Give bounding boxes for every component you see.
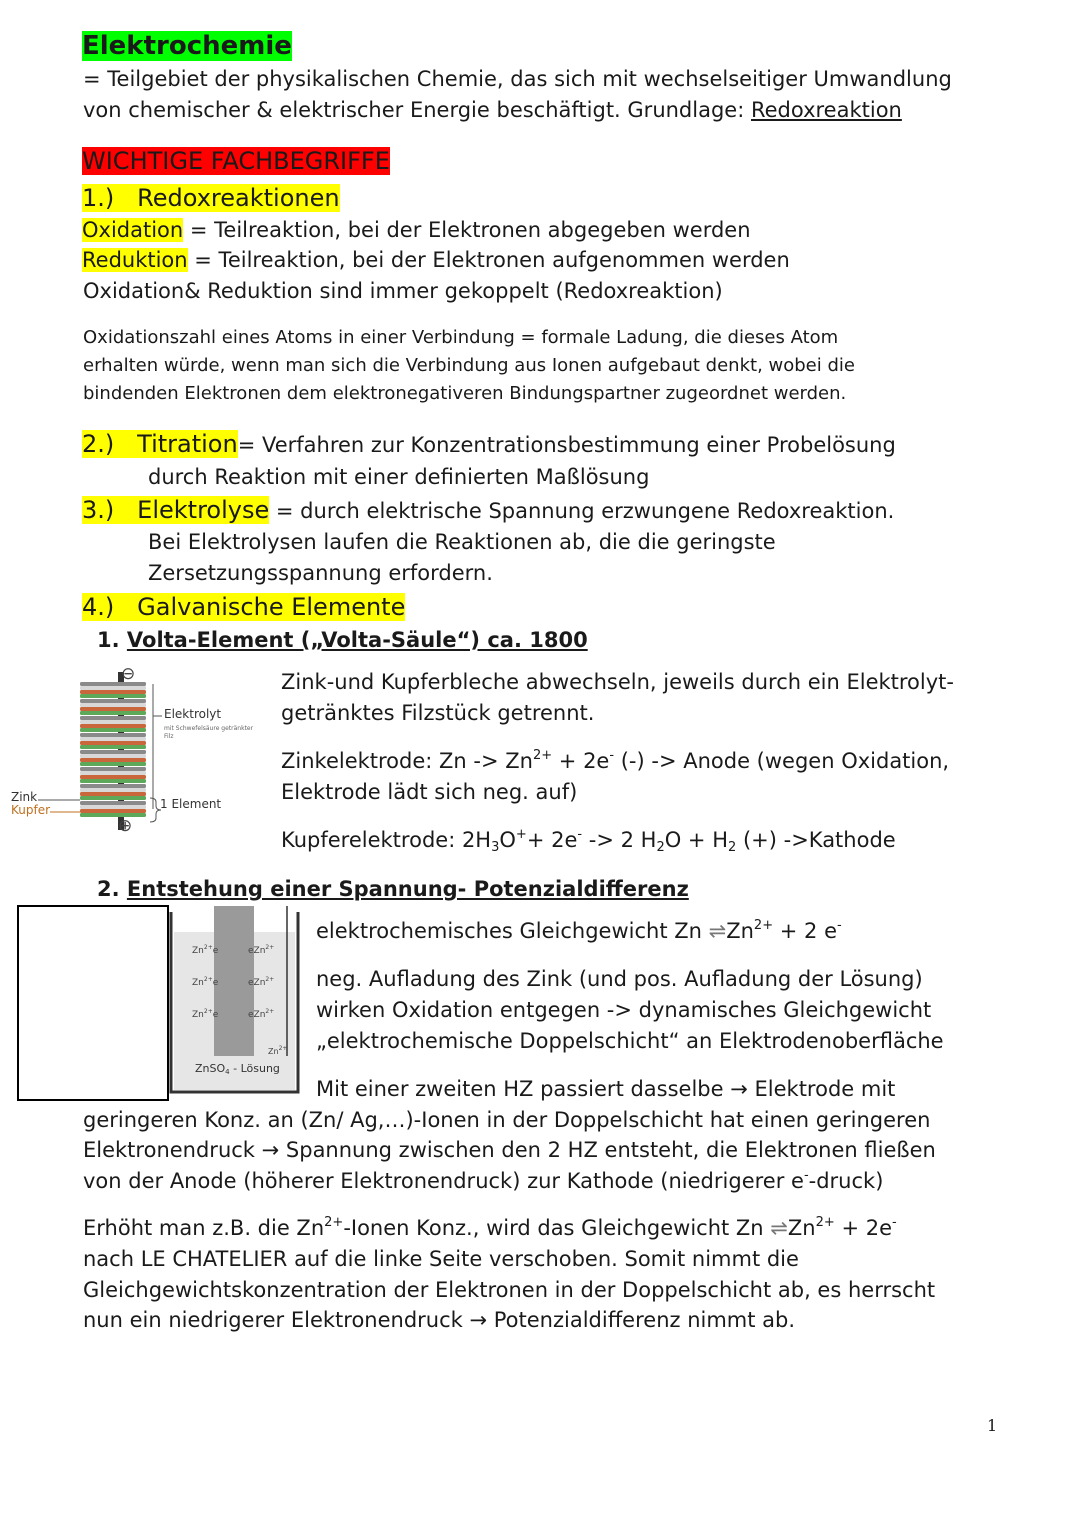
zn-sup: 2+ (265, 1008, 275, 1015)
ion-right-2 (248, 978, 274, 988)
volta-desc-line-1: Zink-und Kupferbleche abwechseln, jeweils durch ein Elektrolyt- (281, 670, 954, 694)
oxidationszahl-line-1: Oxidationszahl eines Atoms in einer Verbindung = formale Ladung, die dieses Atom (83, 327, 839, 348)
one-element-label: 1 Element (160, 797, 222, 811)
item-4-title: Galvanische Elemente (137, 593, 406, 621)
gg-superscript: 2+ (753, 918, 774, 933)
kupfer-superscript-1: + (515, 827, 527, 842)
volta-plate (80, 686, 146, 690)
volta-plate (80, 703, 146, 707)
gleichgewicht-line (316, 916, 842, 947)
volta-plate (80, 741, 146, 745)
ch-text-a: Erhöht man z.B. die Zn (83, 1216, 325, 1240)
zn-sup: 2+ (203, 976, 213, 983)
spannung-heading-number: 2. (97, 877, 127, 901)
item-3-heading (82, 493, 894, 527)
zn-text: Zn (253, 978, 266, 988)
equilibrium-arrow-icon: ⇌ (708, 919, 727, 943)
ion-free (268, 1047, 287, 1056)
item-3-title: Elektrolyse (137, 496, 270, 524)
znso4-label (195, 1062, 280, 1075)
ion-left-2 (192, 978, 218, 988)
volta-plate (80, 775, 146, 779)
zink-e-superscript: - (609, 748, 615, 763)
ion-left-3 (192, 1010, 218, 1020)
zn-sup: 2+ (265, 976, 275, 983)
kupfer-text-e: O + H (664, 828, 728, 852)
item-1-label (82, 184, 340, 212)
volta-plate (80, 771, 146, 775)
intro-text: von chemischer & elektrischer Energie beschäftigt. Grundlage: (83, 98, 751, 122)
zn-sup: 2+ (203, 1008, 213, 1015)
oxidation-term: Oxidation (82, 218, 184, 242)
kupfer-text-b: O (499, 828, 516, 852)
volta-plate (80, 762, 146, 766)
chatelier-line-3: Gleichgewichtskonzentration der Elektronen in der Doppelschicht ab, es herrscht (83, 1278, 936, 1302)
kupfer-text-d: -> 2 H (582, 828, 657, 852)
ion-right-1 (248, 946, 274, 956)
volta-plate (80, 813, 146, 817)
spannung-heading-text: Entstehung einer Spannung- Potenzialdifferenz (126, 877, 689, 901)
item-2-def-2: durch Reaktion mit einer definierten Maßlösung (148, 465, 650, 489)
volta-plate (80, 694, 146, 698)
volta-plate (80, 792, 146, 796)
zweite-hz-line-4 (83, 1166, 883, 1197)
volta-plate (80, 788, 146, 792)
halbzelle-figure (168, 906, 304, 1098)
e-text: e (212, 978, 219, 988)
kupfer-subscript-2: 2 (656, 840, 665, 855)
kupfer-label: Kupfer (11, 803, 51, 817)
volta-heading-text: Volta-Element („Volta-Säule“) ca. 1800 (126, 628, 588, 652)
kupfer-text-a: Kupferelektrode: 2H (281, 828, 492, 852)
minus-terminal-icon: ⊖ (121, 664, 136, 684)
item-2-number: 2.) (82, 430, 115, 458)
item-3-def-1: = durch elektrische Spannung erzwungene Redoxreaktion. (269, 499, 895, 523)
kupfer-subscript-1: 3 (491, 840, 500, 855)
zn-text: Zn (192, 1010, 204, 1020)
znso4-text: ZnSO (195, 1062, 226, 1075)
reduktion-term: Reduktion (82, 248, 188, 272)
elektrolyt-sublabel-2: Filz (164, 733, 174, 740)
volta-plate (80, 779, 146, 783)
volta-plate (80, 809, 146, 813)
gg-text-a: elektrochemisches Gleichgewicht Zn (316, 919, 709, 943)
chatelier-line-4: nun ein niedrigerer Elektronendruck → Potenzialdifferenz nimmt ab. (83, 1308, 796, 1332)
kupferelektrode-line (281, 825, 896, 856)
kupfer-subscript-3: 2 (728, 840, 737, 855)
chatelier-line-2: nach LE CHATELIER auf die linke Seite verschoben. Somit nimmt die (83, 1247, 799, 1271)
volta-plate (80, 682, 146, 686)
zink-superscript: 2+ (532, 748, 553, 763)
ch-text-d: + 2e (834, 1216, 893, 1240)
zinkelektrode-line-2: Elektrode lädt sich neg. auf) (281, 780, 578, 804)
item-2-heading (82, 427, 896, 461)
zweite-hz-line-2: geringeren Konz. an (Zn/ Ag,…)-Ionen in der Doppelschicht hat einen geringeren (83, 1108, 931, 1132)
hz-superscript: - (803, 1168, 809, 1183)
ch-e-superscript: - (892, 1215, 897, 1230)
volta-plate (80, 758, 146, 762)
zn-sup: 2+ (203, 944, 213, 951)
intro-line-2 (83, 95, 902, 126)
volta-plate (80, 767, 146, 771)
hz-text-b: -druck) (808, 1169, 884, 1193)
zn-text: Zn (268, 1047, 279, 1056)
volta-plate (80, 728, 146, 732)
zinkelektrode-line-1 (281, 746, 949, 777)
oxidationszahl-line-3: bindenden Elektronen dem elektronegativeren Bindungspartner zugeordnet werden. (83, 383, 847, 404)
aufladung-line-2: wirken Oxidation entgegen -> dynamisches Gleichgewicht (316, 998, 932, 1022)
aufladung-line-1: neg. Aufladung des Zink (und pos. Aufladung der Lösung) (316, 967, 923, 991)
oxidation-def: = Teilreaktion, bei der Elektronen abgegeben werden (183, 218, 751, 242)
zn-text: Zn (192, 978, 204, 988)
page-number: 1 (987, 1416, 998, 1435)
ch-text-c: Zn (787, 1216, 816, 1240)
item-1-heading (82, 181, 340, 215)
item-1-number: 1.) (82, 184, 115, 212)
item-3-def-2: Bei Elektrolysen laufen die Reaktionen ab, die die geringste (148, 530, 776, 554)
oxidationszahl-line-2: erhalten würde, wenn man sich die Verbindung aus Ionen aufgebaut denkt, wobei die (83, 355, 855, 376)
spannung-heading (97, 874, 689, 904)
item-3-label (82, 496, 269, 524)
item-2-label (82, 430, 238, 458)
ion-labels-right (248, 946, 274, 1020)
page-title-block (82, 28, 292, 64)
item-3-def-3: Zersetzungsspannung erfordern. (148, 561, 493, 585)
e-text: e (248, 978, 254, 988)
volta-plate (80, 784, 146, 788)
e-text: e (212, 946, 219, 956)
ch-superscript-2: 2+ (815, 1215, 835, 1230)
zink-text-b: + 2e (552, 749, 610, 773)
section-heading: WICHTIGE FACHBEGRIFFE (82, 147, 390, 175)
volta-plate (80, 805, 146, 809)
ion-right-3 (248, 1010, 274, 1020)
volta-plate (80, 720, 146, 724)
e-text: e (212, 1010, 219, 1020)
volta-plate (80, 733, 146, 737)
kupfer-text-f: (+) ->Kathode (736, 828, 896, 852)
volta-plate (80, 801, 146, 805)
chatelier-line-1 (83, 1213, 897, 1244)
zn-sup: 2+ (265, 944, 275, 951)
item-4-label (82, 593, 405, 621)
zink-text-c: (-) -> Anode (wegen Oxidation, (614, 749, 950, 773)
znso4-rest: - Lösung (229, 1062, 280, 1075)
e-text: e (248, 946, 254, 956)
volta-plate (80, 711, 146, 715)
kupfer-superscript-2: - (577, 827, 583, 842)
equilibrium-arrow-icon: ⇌ (770, 1216, 788, 1240)
volta-heading (97, 625, 588, 655)
item-1-title: Redoxreaktionen (137, 184, 340, 212)
elektrolyt-label: Elektrolyt (164, 707, 222, 721)
gg-text-b: Zn (726, 919, 754, 943)
empty-figure-box (17, 905, 169, 1101)
oxidation-definition (82, 215, 751, 246)
volta-heading-number: 1. (97, 628, 127, 652)
zn-text: Zn (253, 946, 266, 956)
volta-plate (80, 699, 146, 703)
elektrolyt-sublabel-1: mit Schwefelsäure getränkter (164, 725, 254, 732)
reduktion-def: = Teilreaktion, bei der Elektronen aufgenommen werden (187, 248, 790, 272)
reduktion-definition (82, 245, 790, 276)
ch-text-b: -Ionen Konz., wird das Gleichgewicht Zn (343, 1216, 771, 1240)
e-text: e (248, 1010, 254, 1020)
item-3-number: 3.) (82, 496, 115, 524)
volta-plate (80, 750, 146, 754)
volta-column-figure (8, 664, 274, 836)
zn-sup: 2+ (278, 1045, 288, 1052)
zn-text: Zn (253, 1010, 266, 1020)
volta-plate (80, 690, 146, 694)
znso4-sub: 4 (225, 1068, 230, 1076)
volta-plate (80, 724, 146, 728)
section-heading-block (82, 145, 390, 178)
page-title: Elektrochemie (82, 31, 292, 61)
zweite-hz-line-1: Mit einer zweiten HZ passiert dasselbe → Elektrode mit (316, 1077, 896, 1101)
ion-labels-left (192, 946, 218, 1020)
ch-superscript-1: 2+ (324, 1215, 344, 1230)
volta-plate (80, 745, 146, 749)
gg-text-c: + 2 e (773, 919, 837, 943)
zink-label: Zink (11, 790, 38, 804)
volta-plate (80, 707, 146, 711)
volta-plate (80, 796, 146, 800)
volta-plate (80, 737, 146, 741)
zweite-hz-line-3: Elektronendruck → Spannung zwischen den 2 HZ entsteht, die Elektronen fließen (83, 1138, 936, 1162)
plus-terminal-icon: ⊕ (118, 816, 133, 836)
hz-text-a: von der Anode (höherer Elektronendruck) zur Kathode (niedrigerer e (83, 1169, 804, 1193)
item-2-def-1: = Verfahren zur Konzentrationsbestimmung einer Probelösung (237, 433, 896, 457)
volta-plate (80, 716, 146, 720)
zn-text: Zn (192, 946, 204, 956)
kupfer-text-c: + 2e (526, 828, 578, 852)
aufladung-line-3: „elektrochemische Doppelschicht“ an Elektrodenoberfläche (316, 1029, 944, 1053)
gg-e-superscript: - (837, 918, 842, 933)
intro-line-1: = Teilgebiet der physikalischen Chemie, das sich mit wechselseitiger Umwandlung (83, 67, 952, 91)
volta-desc-line-2: getränktes Filzstück getrennt. (281, 701, 595, 725)
coupled-text: Oxidation& Reduktion sind immer gekoppelt (Redoxreaktion) (83, 279, 723, 303)
zink-text-a: Zinkelektrode: Zn -> Zn (281, 749, 533, 773)
item-4-heading (82, 590, 405, 624)
redoxreaktion-link: Redoxreaktion (750, 98, 902, 122)
ion-left-1 (192, 946, 218, 956)
item-2-title: Titration (137, 430, 238, 458)
volta-plate (80, 754, 146, 758)
item-4-number: 4.) (82, 593, 115, 621)
